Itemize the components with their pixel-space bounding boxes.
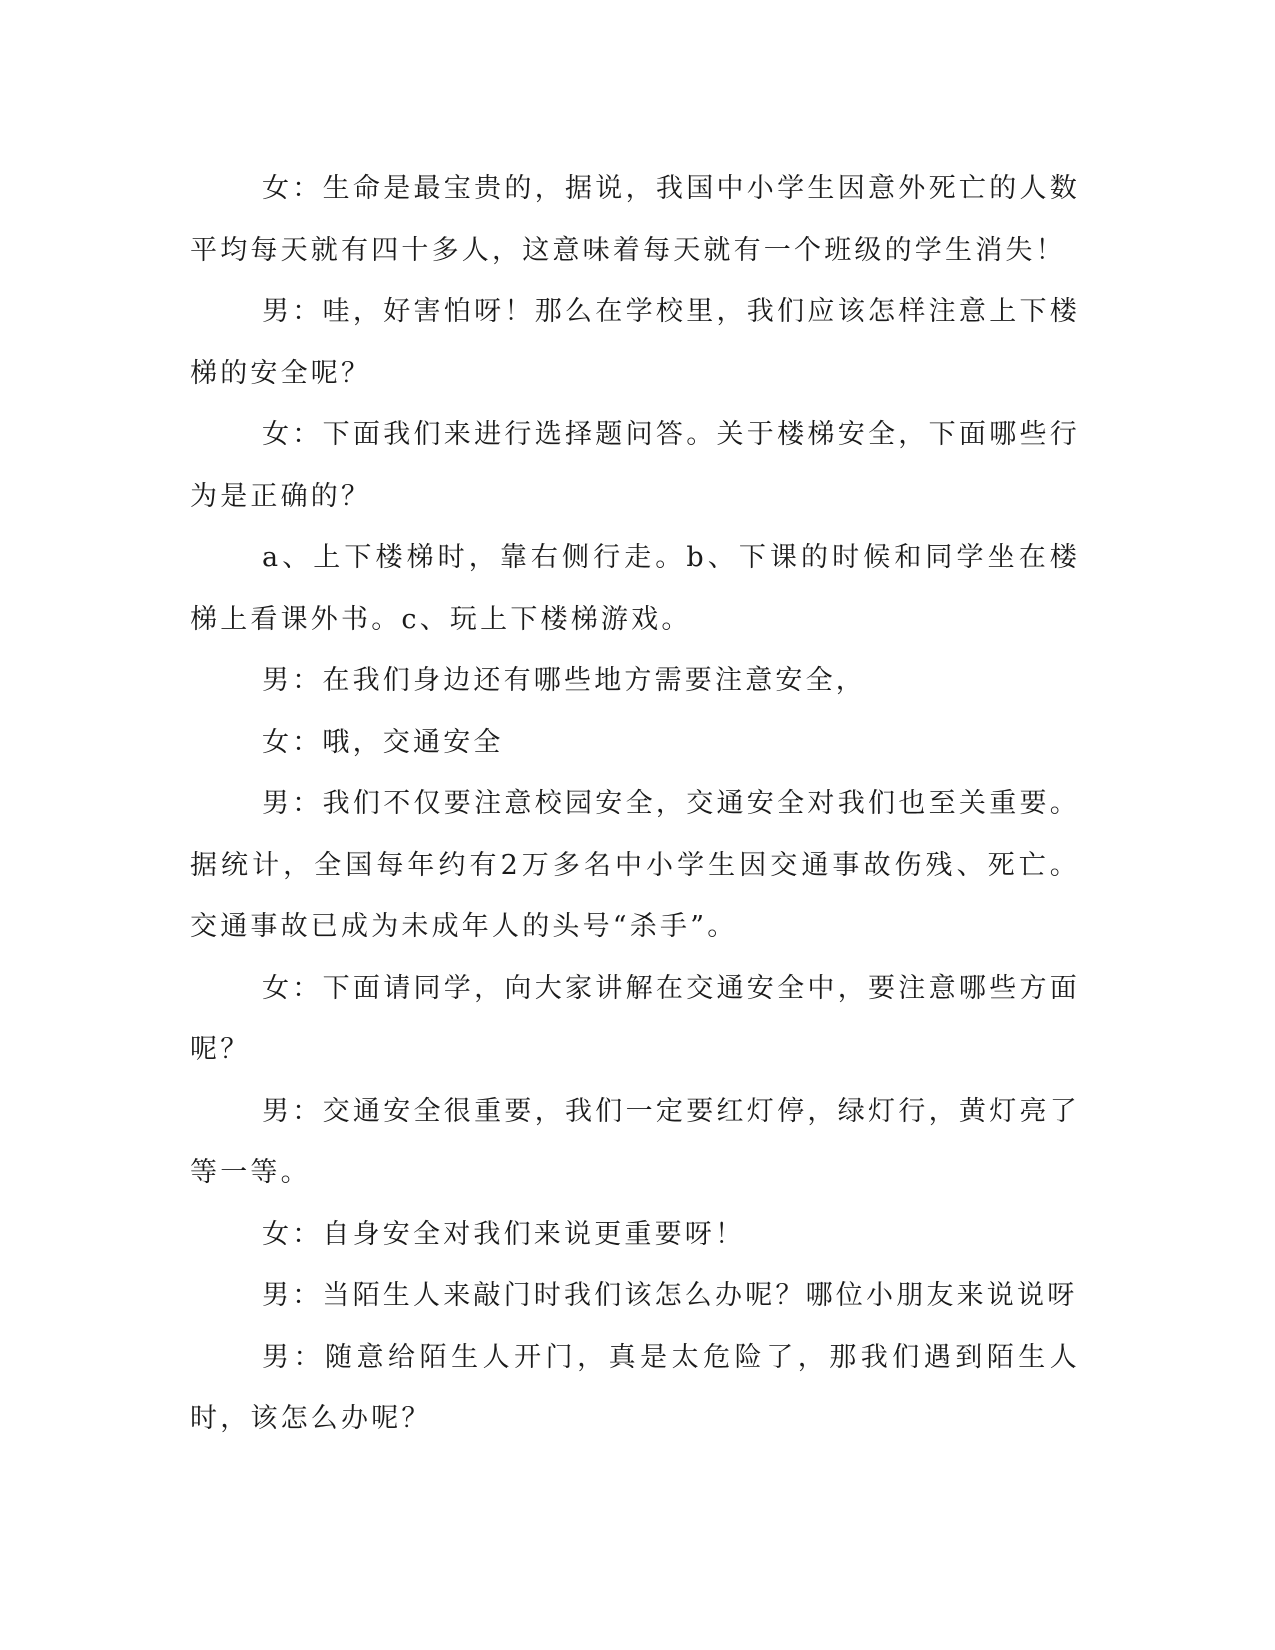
paragraph: 女：下面我们来进行选择题问答。关于楼梯安全，下面哪些行为是正确的？ (190, 419, 1080, 512)
paragraph: 男：哇，好害怕呀！那么在学校里，我们应该怎样注意上下楼梯的安全呢？ (190, 296, 1080, 389)
paragraph: a、上下楼梯时，靠右侧行走。b、下课的时候和同学坐在楼梯上看课外书。c、玩上下楼梯游戏。 (190, 542, 1080, 635)
paragraph: 女：生命是最宝贵的，据说，我国中小学生因意外死亡的人数平均每天就有四十多人，这意味着每天就有一个班级的学生消失！ (190, 173, 1080, 266)
paragraph: 男：我们不仅要注意校园安全，交通安全对我们也至关重要。据统计，全国每年约有2万多名中小学生因交通事故伤残、死亡。交通事故已成为未成年人的头号“杀手”。 (190, 788, 1080, 942)
paragraph: 男：随意给陌生人开门，真是太危险了，那我们遇到陌生人时，该怎么办呢？ (190, 1341, 1080, 1434)
paragraph: 女：自身安全对我们来说更重要呀！ (262, 1218, 746, 1250)
paragraph: 女：下面请同学，向大家讲解在交通安全中，要注意哪些方面呢？ (190, 972, 1080, 1065)
paragraph: 女：哦，交通安全 (262, 726, 504, 758)
paragraph: 男：当陌生人来敲门时我们该怎么办呢？哪位小朋友来说说呀 (262, 1280, 1078, 1311)
paragraph: 男：在我们身边还有哪些地方需要注意安全， (262, 665, 866, 696)
document-body (190, 158, 1080, 1450)
paragraph: 男：交通安全很重要，我们一定要红灯停，绿灯行，黄灯亮了等一等。 (190, 1095, 1080, 1188)
